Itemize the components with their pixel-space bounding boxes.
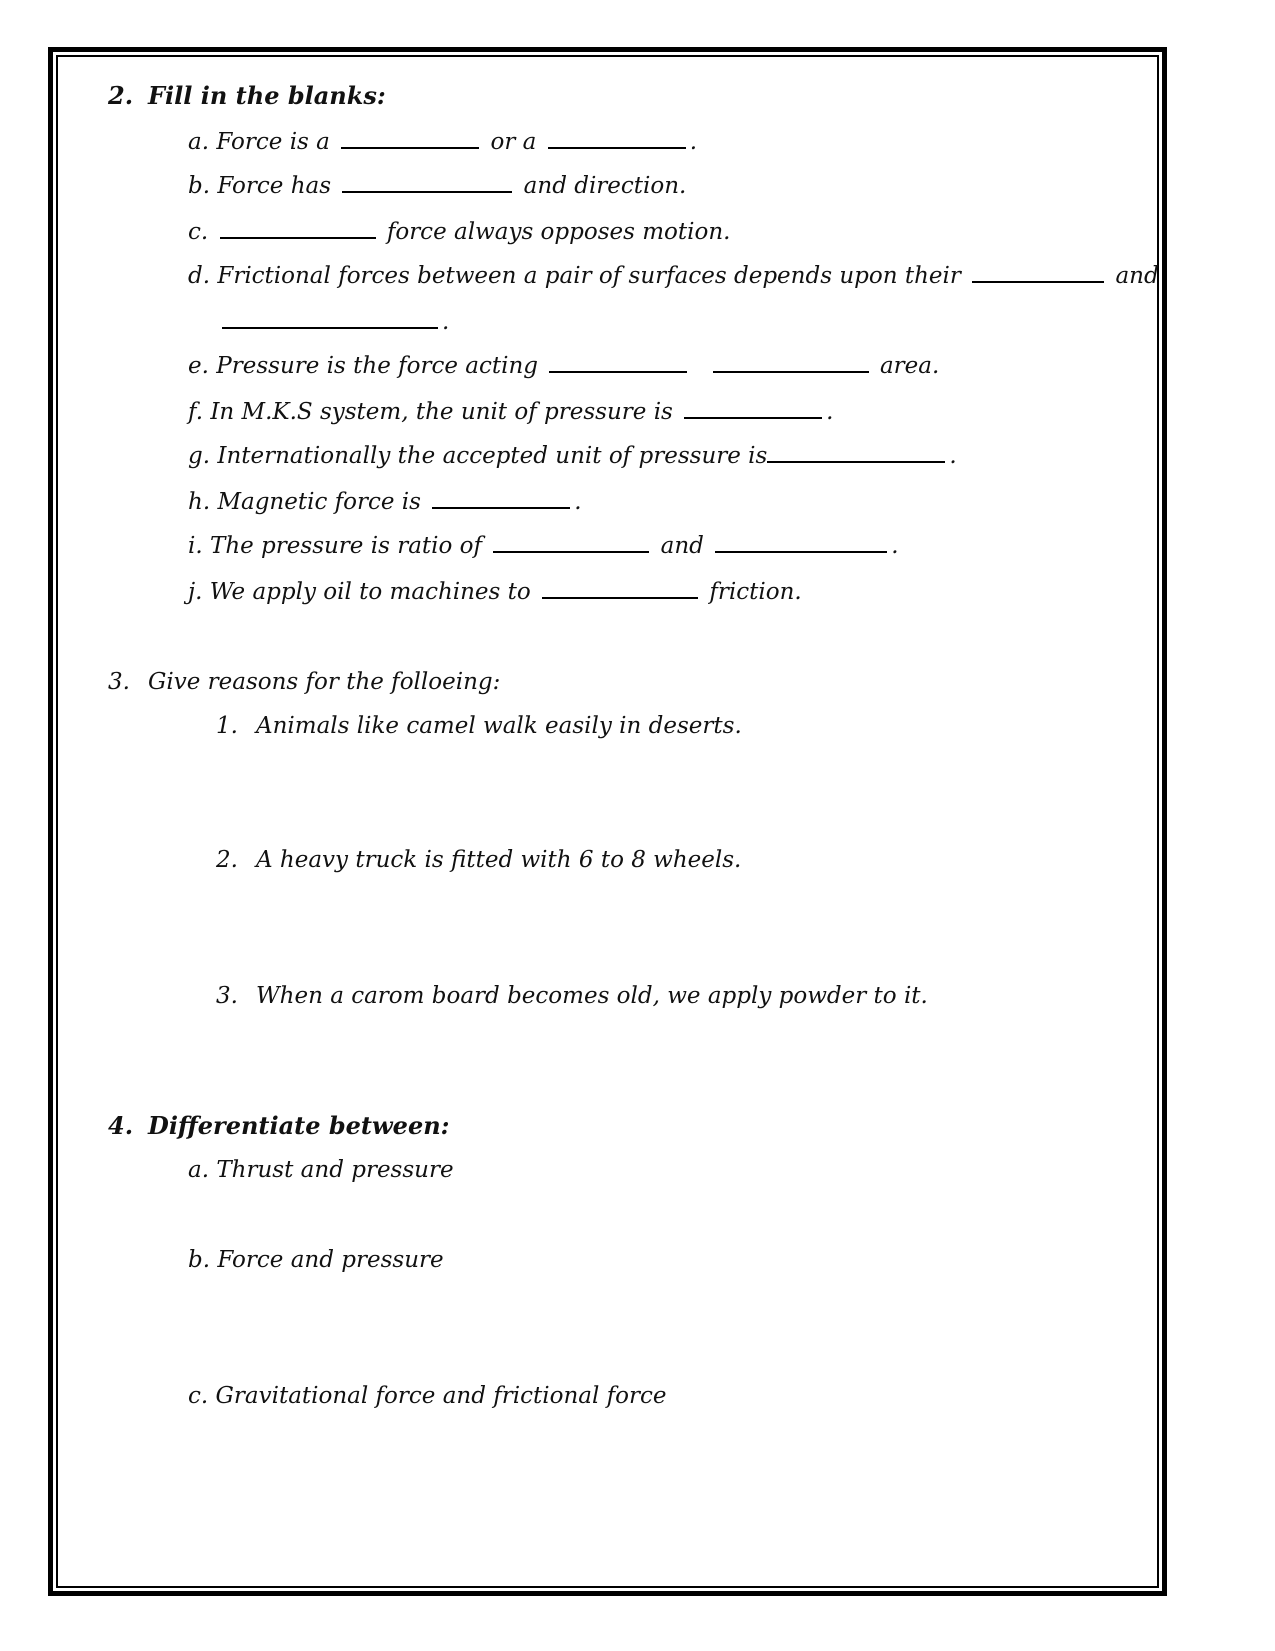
q2-item-g: [188, 442, 957, 470]
q2-item-a: [188, 128, 697, 156]
q4-item-text: Force and pressure: [217, 1247, 444, 1273]
answer-blank: [220, 219, 376, 239]
q2-item-i-text-2: and: [660, 533, 704, 559]
answer-blank: [684, 399, 822, 419]
answer-blank: [542, 579, 698, 599]
answer-blank: [972, 263, 1104, 283]
q2-item-h: [188, 488, 582, 516]
answer-blank: [222, 309, 438, 329]
q2-item-h-text-2: .: [574, 489, 582, 515]
q2-item-a-text-1: Force is a: [216, 129, 330, 155]
q3-item-text: Animals like camel walk easily in deserts.: [256, 713, 742, 739]
answer-blank: [715, 533, 887, 553]
q2-item-j-label: j.: [188, 579, 203, 605]
q2-item-f-text-2: .: [826, 399, 834, 425]
q2-title: Fill in the blanks:: [148, 81, 386, 110]
q3-title: Give reasons for the folloeing:: [148, 669, 501, 695]
q4-item: [188, 1156, 454, 1184]
answer-blank: [549, 353, 687, 373]
answer-blank: [767, 443, 945, 463]
q2-number: 2.: [108, 81, 134, 110]
q2-item-f-label: f.: [188, 399, 204, 425]
answer-blank: [493, 533, 649, 553]
q3-heading: [108, 668, 500, 696]
q2-item-c-label: c.: [188, 219, 209, 245]
q2-item-e-text-1: Pressure is the force acting: [216, 353, 539, 379]
q4-item-text: Gravitational force and frictional force: [215, 1383, 667, 1409]
q2-item-i-text-1: The pressure is ratio of: [209, 533, 483, 559]
q3-item-label: 1.: [216, 713, 238, 739]
q2-item-e-text-2: area.: [879, 353, 940, 379]
answer-blank: [341, 129, 479, 149]
q2-item-i: [188, 532, 899, 560]
q2-item-a-text-2: or a: [490, 129, 537, 155]
q4-number: 4.: [108, 1111, 134, 1140]
q4-item: [188, 1246, 444, 1274]
q3-number: 3.: [108, 669, 130, 695]
q2-item-j-text-2: friction.: [709, 579, 802, 605]
q2-item-b: [188, 172, 686, 200]
q2-item-i-text-3: .: [891, 533, 899, 559]
q2-item-f: [188, 398, 833, 426]
q2-item-j: [188, 578, 802, 606]
q2-item-c-text-1: force always opposes motion.: [386, 219, 731, 245]
q2-item-g-text-1: Internationally the accepted unit of pressure is: [217, 443, 768, 469]
q4-item: [188, 1382, 667, 1410]
q2-item-i-label: i.: [188, 533, 203, 559]
q4-heading: [108, 1112, 450, 1140]
q2-item-d-text-3: .: [442, 309, 450, 335]
q3-item-label: 2.: [216, 847, 238, 873]
q3-item: [216, 712, 742, 740]
q2-heading: [108, 82, 386, 110]
q2-item-d-continued: [218, 308, 449, 336]
q3-item: [216, 846, 741, 874]
q2-item-f-text-1: In M.K.S system, the unit of pressure is: [210, 399, 673, 425]
q3-item: [216, 982, 928, 1010]
q2-item-h-text-1: Magnetic force is: [217, 489, 421, 515]
q3-item-label: 3.: [216, 983, 238, 1009]
q4-title: Differentiate between:: [148, 1111, 450, 1140]
answer-blank: [713, 353, 869, 373]
q2-item-b-text-2: and direction.: [523, 173, 687, 199]
q4-item-label: a.: [188, 1157, 210, 1183]
q2-item-a-text-3: .: [689, 129, 697, 155]
q2-item-g-text-2: .: [949, 443, 957, 469]
q4-item-label: b.: [188, 1247, 211, 1273]
answer-blank: [432, 489, 570, 509]
q2-item-e-label: e.: [188, 353, 209, 379]
q3-item-text: When a carom board becomes old, we apply powder to it.: [256, 983, 928, 1009]
q3-item-text: A heavy truck is fitted with 6 to 8 wheels.: [256, 847, 742, 873]
q2-item-h-label: h.: [188, 489, 211, 515]
answer-blank: [342, 173, 512, 193]
q2-item-g-label: g.: [188, 443, 211, 469]
q2-item-d-label: d.: [188, 263, 211, 289]
q2-item-d: [188, 262, 1159, 290]
q2-item-a-label: a.: [188, 129, 210, 155]
q2-item-d-text-2: and: [1115, 263, 1159, 289]
q2-item-b-label: b.: [188, 173, 211, 199]
q2-item-d-text-1: Frictional forces between a pair of surfaces depends upon their: [217, 263, 961, 289]
answer-blank: [548, 129, 686, 149]
q4-item-label: c.: [188, 1383, 209, 1409]
q2-item-c: [188, 218, 730, 246]
q2-item-b-text-1: Force has: [217, 173, 332, 199]
q4-item-text: Thrust and pressure: [216, 1157, 454, 1183]
q2-item-e: [188, 352, 939, 380]
q2-item-j-text-1: We apply oil to machines to: [209, 579, 531, 605]
